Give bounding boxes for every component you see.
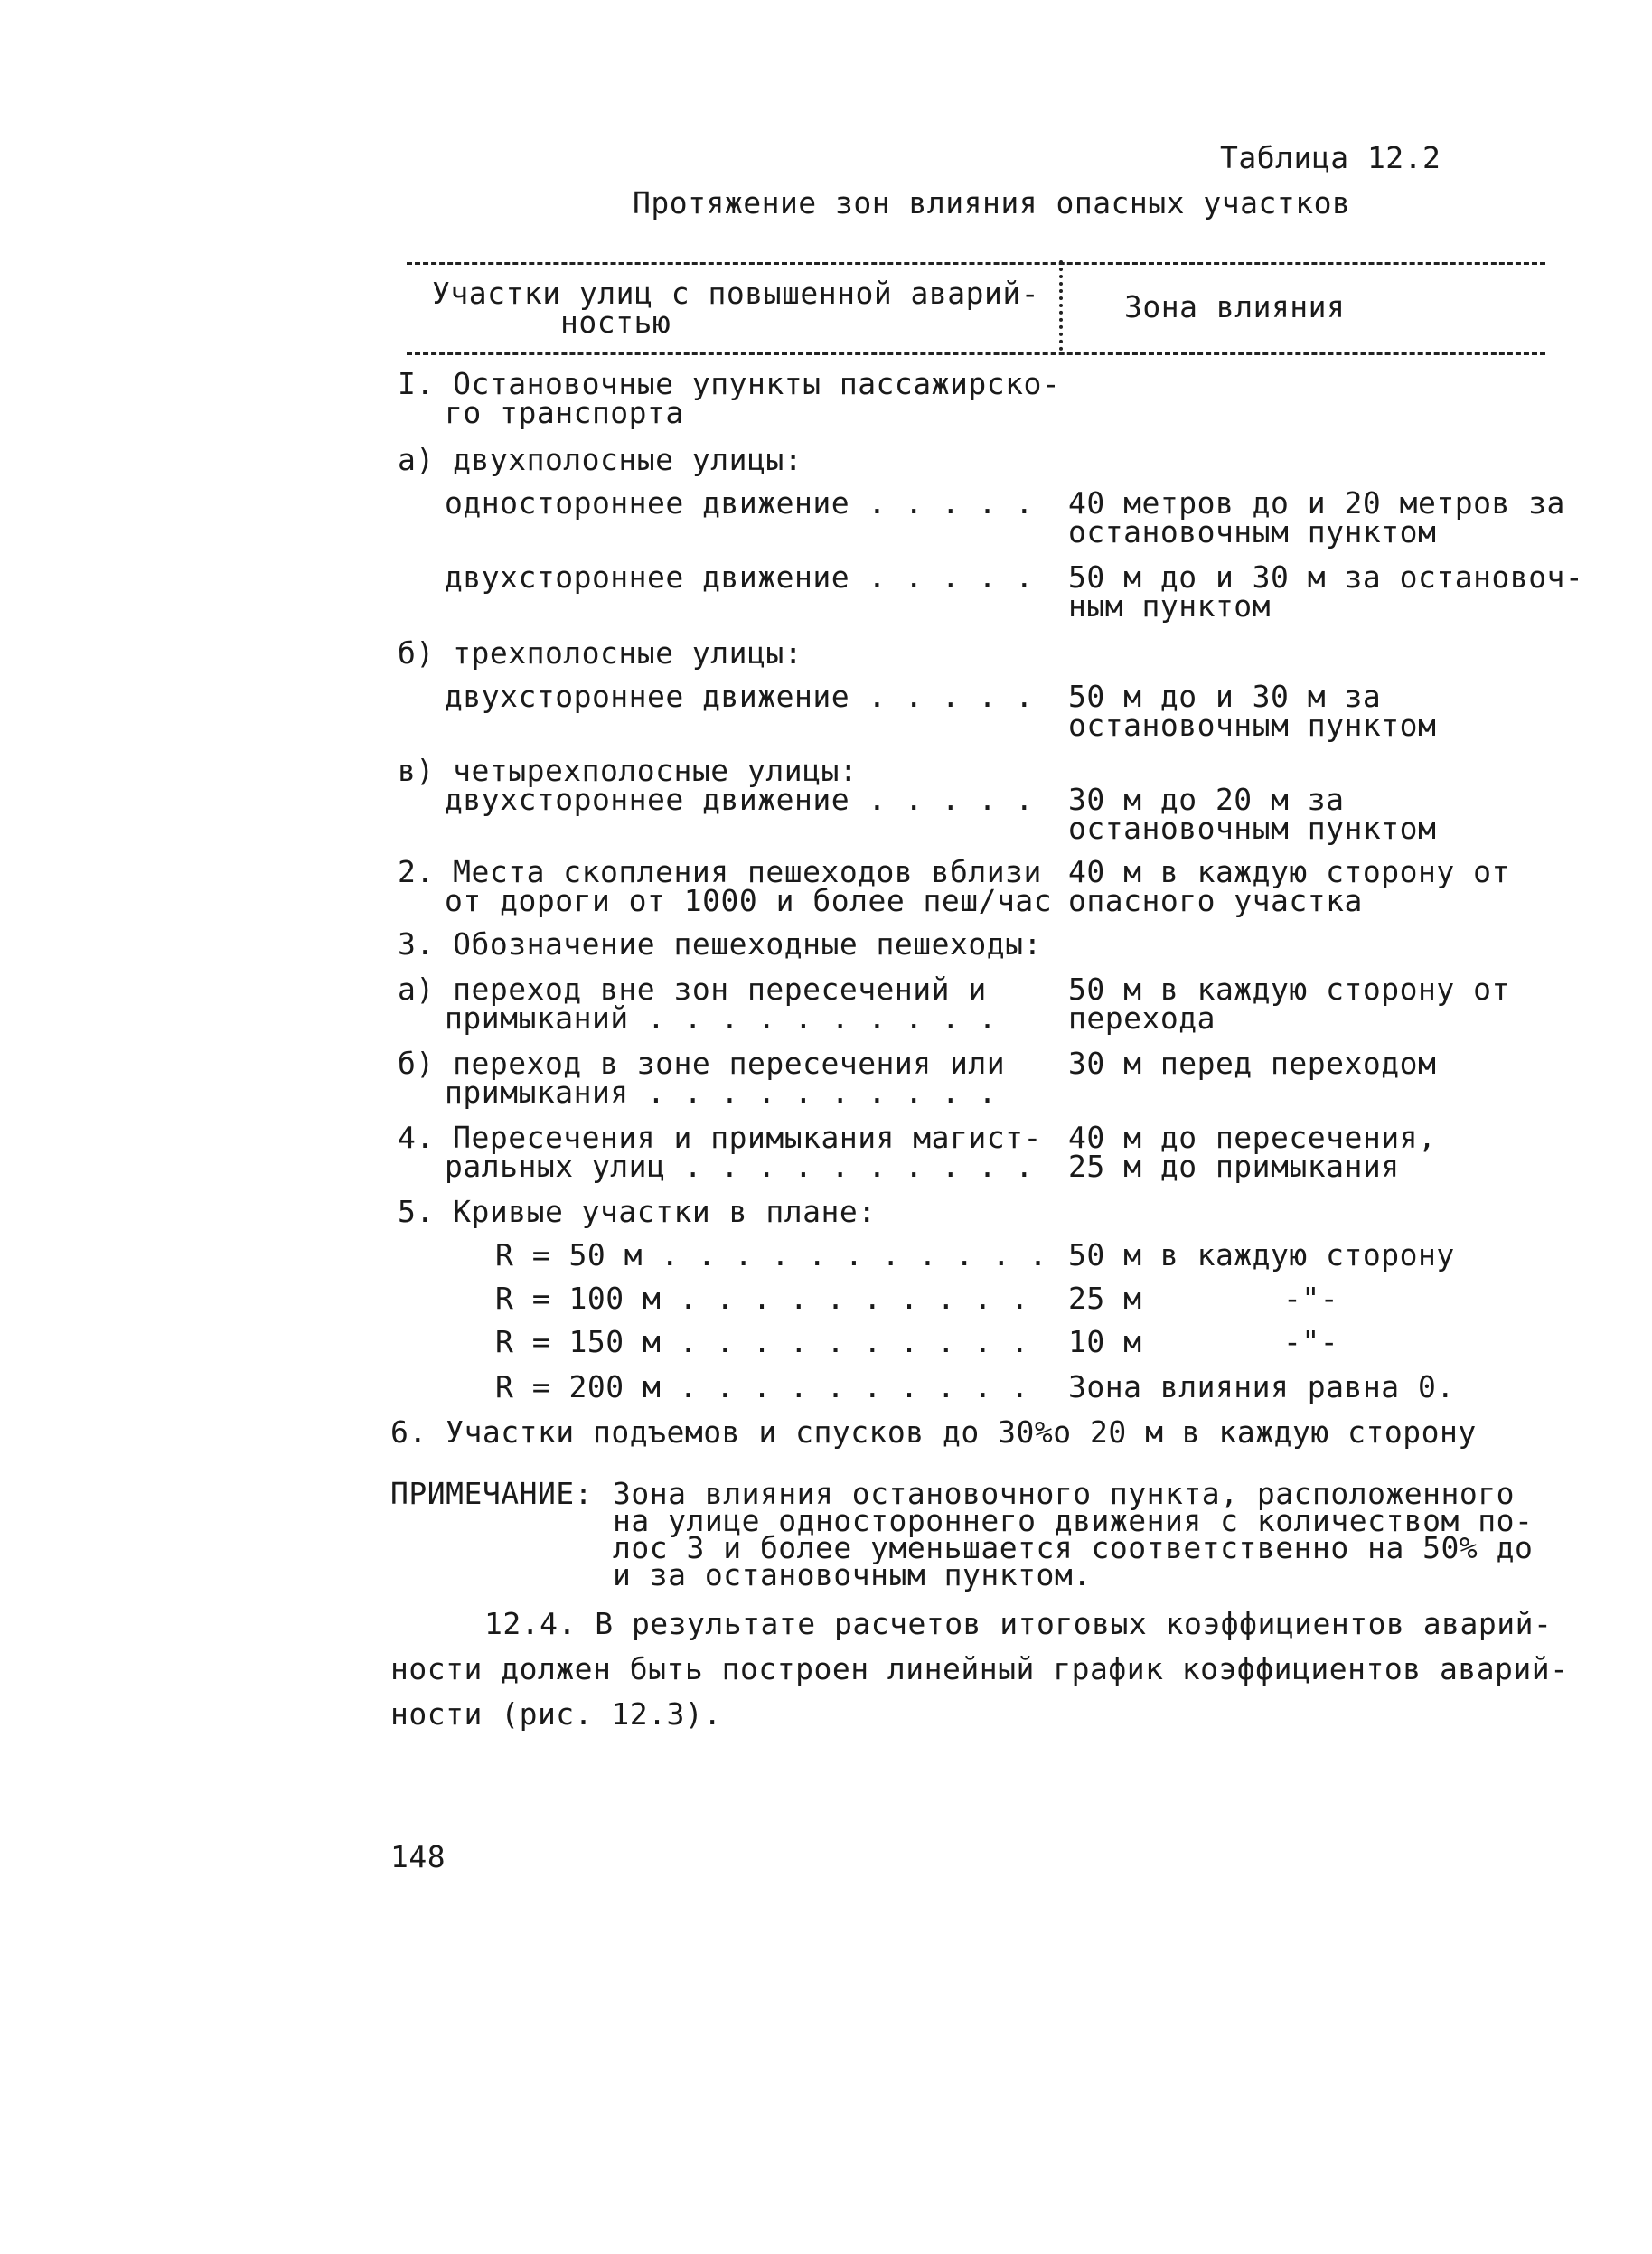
row-5c-ditto: -"- xyxy=(1283,1324,1339,1359)
header-col1-line2: ностью xyxy=(560,305,671,340)
paragraph-line3: ности (рис. 12.3). xyxy=(390,1696,722,1732)
row-1b-1-right-line2: остановочным пунктом xyxy=(1068,708,1437,743)
row-3a-right-line1: 50 м в каждую сторону от xyxy=(1068,972,1510,1007)
row-1v-right-line2: остановочным пунктом xyxy=(1068,811,1437,846)
row-1v-line1: в) четырехполосные улицы: xyxy=(398,753,859,788)
table-title: Протяжение зон влияния опасных участков xyxy=(633,185,1351,221)
row-4-right-line1: 40 м до пересечения, xyxy=(1068,1120,1437,1155)
row-3a-right-line2: перехода xyxy=(1068,1000,1216,1036)
header-column-separator xyxy=(1059,260,1063,351)
note-line4: и за остановочным пунктом. xyxy=(613,1557,1092,1592)
row-1a-2-right-line2: ным пунктом xyxy=(1068,588,1272,624)
row-2-line2: от дороги от 1000 и более пеш/час xyxy=(445,883,1053,918)
row-4-line1: 4. Пересечения и примыкания магист- xyxy=(398,1120,1042,1155)
row-1a-1-right-line1: 40 метров до и 20 метров за xyxy=(1068,485,1565,521)
row-1b-1-right-line1: 50 м до и 30 м за xyxy=(1068,679,1382,714)
page-number: 148 xyxy=(390,1839,446,1874)
row-2-right-line2: опасного участка xyxy=(1068,883,1363,918)
row-5b-left: R = 100 м . . . . . . . . . . xyxy=(495,1281,1029,1316)
note-line3: лос 3 и более уменьшается соответственно на 50% до xyxy=(613,1530,1534,1565)
paragraph-line1: 12.4. В результате расчетов итоговых коэффициентов аварий- xyxy=(484,1606,1553,1641)
row-1b: б) трехполосные улицы: xyxy=(398,635,803,671)
row-3a-line2: примыканий . . . . . . . . . . xyxy=(445,1000,998,1036)
row-5c-right: 10 м xyxy=(1068,1324,1142,1359)
row-5d-left: R = 200 м . . . . . . . . . . xyxy=(495,1369,1029,1404)
row-1a: а) двухполосные улицы: xyxy=(398,442,803,477)
note-line1: Зона влияния остановочного пункта, расположенного xyxy=(613,1476,1516,1511)
row-1a-2-right-line1: 50 м до и 30 м за остановоч- xyxy=(1068,559,1584,595)
row-1v-right-line1: 30 м до 20 м за xyxy=(1068,782,1345,817)
row-3b-line1: б) переход в зоне пересечения или xyxy=(398,1046,1006,1081)
row-1b-1-left: двухстороннее движение . . . . . xyxy=(445,679,1034,714)
row-4-line2: ральных улиц . . . . . . . . . . xyxy=(445,1149,1034,1184)
header-col2: Зона влияния xyxy=(1124,289,1346,324)
row-5a-right: 50 м в каждую сторону xyxy=(1068,1237,1455,1273)
note-line2: на улице одностороннего движения с количеством по- xyxy=(613,1503,1534,1538)
row-5b-ditto: -"- xyxy=(1283,1281,1339,1316)
paragraph-line2: ности должен быть построен линейный график коэффициентов аварий- xyxy=(390,1651,1569,1686)
row-2-line1: 2. Места скопления пешеходов вблизи xyxy=(398,854,1042,889)
header-col1-line1: Участки улиц с повышенной аварий- xyxy=(432,276,1040,311)
table-header-rule xyxy=(407,352,1545,355)
row-3a-line1: а) переход вне зон пересечений и xyxy=(398,972,987,1007)
row-5b-right: 25 м xyxy=(1068,1281,1142,1316)
note-label: ПРИМЕЧАНИЕ: xyxy=(390,1476,594,1511)
row-5: 5. Кривые участки в плане: xyxy=(398,1194,877,1229)
row-2-right-line1: 40 м в каждую сторону от xyxy=(1068,854,1510,889)
row-4-right-line2: 25 м до примыкания xyxy=(1068,1149,1400,1184)
row-1a-1-left: одностороннее движение . . . . . xyxy=(445,485,1034,521)
row-1a-1-right-line2: остановочным пунктом xyxy=(1068,514,1437,549)
row-3b-right-line1: 30 м перед переходом xyxy=(1068,1046,1437,1081)
row-5c-left: R = 150 м . . . . . . . . . . xyxy=(495,1324,1029,1359)
table-label: Таблица 12.2 xyxy=(1220,140,1441,175)
row-1-line2: го транспорта xyxy=(445,395,684,430)
row-1a-2-left: двухстороннее движение . . . . . xyxy=(445,559,1034,595)
row-1-line1: I. Остановочные упункты пассажирско- xyxy=(398,366,1061,401)
row-5d-right: Зона влияния равна 0. xyxy=(1068,1369,1455,1404)
row-3: 3. Обозначение пешеходные пешеходы: xyxy=(398,926,1042,962)
row-1v-line2: двухстороннее движение . . . . . xyxy=(445,782,1034,817)
row-3b-line2: примыкания . . . . . . . . . . xyxy=(445,1075,998,1110)
row-6: 6. Участки подъемов и спусков до 30%о 20 м в каждую сторону xyxy=(390,1414,1477,1450)
row-5a-left: R = 50 м . . . . . . . . . . . xyxy=(495,1237,1048,1273)
table-top-rule xyxy=(407,262,1545,265)
